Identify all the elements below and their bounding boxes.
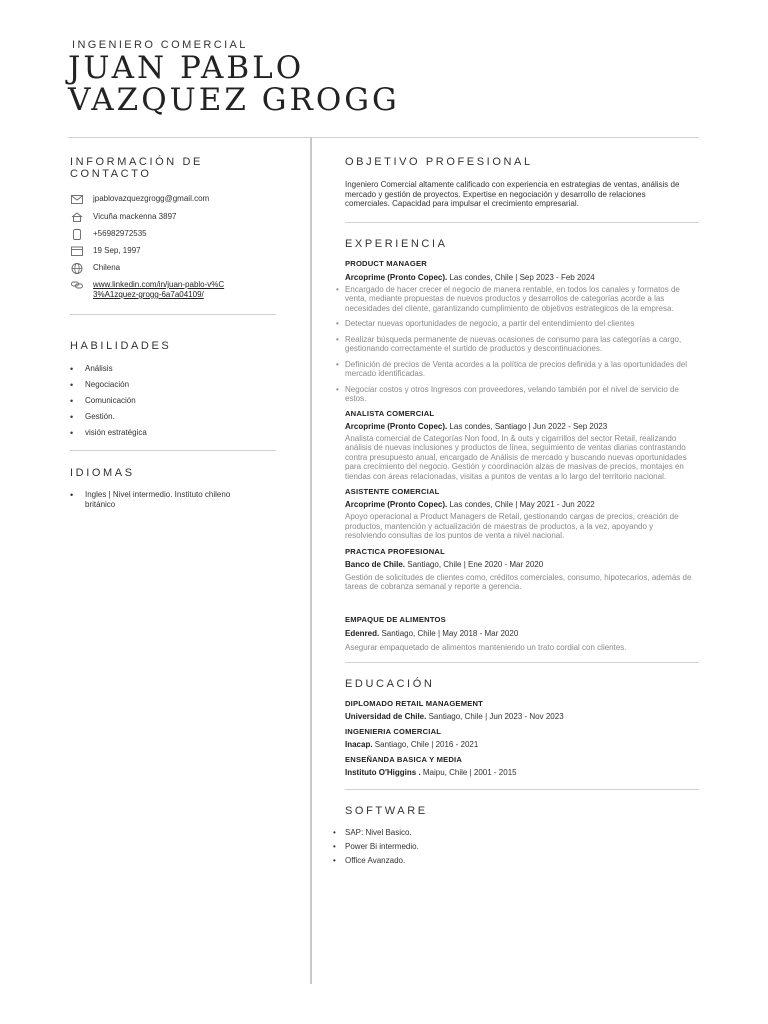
bullet-icon: • xyxy=(333,828,336,837)
job-entry xyxy=(345,547,699,592)
skills-heading: HABILIDADES xyxy=(70,340,172,352)
skills-divider xyxy=(70,450,276,451)
skill-item: • Negociación xyxy=(70,380,130,390)
job-company: Arcoprime (Pronto Copec). xyxy=(345,272,448,282)
skills-list xyxy=(70,364,278,438)
software-item: • Office Avanzado. xyxy=(333,856,406,865)
job-company: Banco de Chile. xyxy=(345,559,406,569)
education-details: Maipu, Chile | 2001 - 2015 xyxy=(420,768,517,777)
education-school: Instituto O'Higgins . xyxy=(345,768,421,777)
bullet-icon: • xyxy=(333,842,336,851)
bullet-icon: • xyxy=(70,490,74,500)
job-company-line xyxy=(345,560,699,569)
job-details: Las condes, Santiago | Jun 2022 - Sep 2023 xyxy=(447,421,608,431)
email-text[interactable]: jpablovazquezgrogg@gmail.com xyxy=(93,194,210,203)
job-details: Santiago, Chile | Ene 2020 - Mar 2020 xyxy=(405,559,544,569)
skill-item: • visión estratégica xyxy=(70,428,147,438)
home-icon xyxy=(70,212,84,222)
language-item: • Ingles | Nivel intermedio. Instituto chileno británico xyxy=(70,490,231,509)
job-company-line xyxy=(345,500,699,509)
bullet-icon: • xyxy=(336,334,339,344)
education-details: Santiago, Chile | Jun 2023 - Nov 2023 xyxy=(426,712,564,721)
education-school-line xyxy=(345,712,699,721)
job-bullet: • Definición de precios de Venta acordes a la política de precios definida y a las oportunidades del mercado identificadas. xyxy=(336,359,687,378)
job-description: Apoyo operacional a Product Managers de Retail, gestionando cargas de precios, creación de productos, mantención y actualización de maestras de productos, a la vez, apoyando y resolviendo consultas de los puntos de venta a nivel nacional. xyxy=(345,512,679,540)
name-line-2: VAZQUEZ GROGG xyxy=(68,82,400,118)
contact-birthdate xyxy=(70,246,278,256)
languages-heading: IDIOMAS xyxy=(70,467,135,479)
contact-email xyxy=(70,194,278,204)
job-details: Santiago, Chile | May 2018 - Mar 2020 xyxy=(379,628,519,638)
education-title: ENSEÑANDA BASICA Y MEDIA xyxy=(345,755,463,764)
bullet-icon: • xyxy=(336,384,339,394)
objective-text: Ingeniero Comercial altamente calificado con experiencia en estrategias de ventas, análisis de mercado y gestión de proyectos. Expertise en negociación y desarrollo de relaciones comerciales. Capacidad para impulsar el crecimiento empresarial. xyxy=(345,180,680,208)
job-description: Asegurar empaquetado de alimentos manteniendo un trato cordial con clientes. xyxy=(345,642,627,652)
education-title: DIPLOMADO RETAIL MANAGEMENT xyxy=(345,699,484,708)
full-name xyxy=(68,52,400,116)
job-entry xyxy=(345,409,699,482)
job-title: ANALISTA COMERCIAL xyxy=(345,408,435,418)
phone-icon xyxy=(70,229,84,239)
job-bullet: • Encargado de hacer crecer el negocio de manera rentable, en todos los canales y formatos de venta, mediante propuestas de nuevos productos y desarrollos de categorías acorde a las necesidades del cliente, garantizando cumplimiento de objetivos estrategicos de la empresa. xyxy=(336,284,680,313)
left-column xyxy=(70,156,278,510)
bullet-icon: • xyxy=(70,428,74,438)
education-divider xyxy=(345,789,699,790)
contact-list xyxy=(70,194,278,300)
name-line-1: JUAN PABLO xyxy=(68,50,305,86)
contact-linkedin xyxy=(70,280,278,300)
bullet-icon: • xyxy=(333,856,336,865)
education-school-line xyxy=(345,768,699,777)
software-item: • Power Bi intermedio. xyxy=(333,842,419,851)
envelope-icon xyxy=(70,194,84,204)
job-entry xyxy=(345,615,699,653)
education-entry xyxy=(345,755,699,777)
birthdate-text: 19 Sep, 1997 xyxy=(93,246,141,255)
job-entry xyxy=(345,487,699,541)
job-description: Analista comercial de Categorías Non food, In & outs y cigarrillos del sector Retail, realizando análisis de nuevas inclusiones y productos de línea, seguimiento de ventas diarias contrastando contra presupuesto anual, encargado de Análisis de mercado y buscando nuevas oportunidades para crecimiento del negocio. Gestión y coordinación alzas de masivas de precios, montajes en tiendas con áreas relacionadas, visitas a puntos de ventas a lo largo del territorio nacional. xyxy=(345,433,687,481)
education-school: Universidad de Chile. xyxy=(345,712,427,721)
bullet-icon: • xyxy=(336,359,339,369)
skill-item: • Gestión. xyxy=(70,412,115,422)
job-company-line xyxy=(345,422,699,431)
software-item: • SAP: Nivel Basico. xyxy=(333,828,412,837)
job-title: PRACTICA PROFESIONAL xyxy=(345,546,445,556)
job-details: Las condes, Chile | May 2021 - Jun 2022 xyxy=(447,500,595,509)
job-bullets xyxy=(336,284,695,404)
experience-divider xyxy=(345,662,699,663)
job-bullet: • Detectar nuevas oportunidades de negocio, a partir del entendimiento del clientes xyxy=(336,319,635,328)
education-heading: EDUCACIÓN xyxy=(345,678,435,690)
phone-text[interactable]: +56982972535 xyxy=(93,229,147,238)
bullet-icon: • xyxy=(336,284,339,294)
job-company: Arcoprime (Pronto Copec). xyxy=(345,421,448,431)
objective-divider xyxy=(345,222,699,223)
contact-divider xyxy=(70,314,276,315)
job-subtitle: INGENIERO COMERCIAL xyxy=(72,39,248,51)
job-title: PRODUCT MANAGER xyxy=(345,258,427,268)
contact-nationality xyxy=(70,263,278,273)
bullet-icon: • xyxy=(336,319,339,328)
column-divider xyxy=(310,137,312,984)
bullet-icon: • xyxy=(70,380,74,390)
link-icon xyxy=(70,280,84,290)
bullet-icon: • xyxy=(70,364,74,374)
experience-heading: EXPERIENCIA xyxy=(345,237,448,250)
skill-item: • Comunicación xyxy=(70,396,136,406)
job-title: EMPAQUE DE ALIMENTOS xyxy=(345,614,446,624)
calendar-icon xyxy=(70,246,84,256)
education-entry xyxy=(345,727,699,749)
education-details: Santiago, Chile | 2016 - 2021 xyxy=(372,740,479,749)
right-column xyxy=(333,156,699,866)
job-title: ASISTENTE COMERCIAL xyxy=(345,487,440,496)
job-description: Gestión de solicitudes de clientes como, créditos comerciales, consumo, hipotecarios, además de tareas de cobranza semanal y reporte a gerencia. xyxy=(345,572,692,591)
job-bullet: • Negociar costos y otros Ingresos con proveedores, velando también por el nivel de servicio de estos. xyxy=(336,384,679,403)
linkedin-link[interactable] xyxy=(93,280,224,300)
header-divider xyxy=(68,137,699,138)
linkedin-line-1: www.linkedin.com/in/juan-pablo-v%C xyxy=(93,280,225,289)
software-list xyxy=(333,828,699,866)
globe-icon xyxy=(70,263,84,273)
job-company-line xyxy=(345,273,699,282)
contact-phone xyxy=(70,229,278,239)
linkedin-line-2: 3%A1zquez-grogg-6a7a04109/ xyxy=(93,290,204,299)
job-details: Las condes, Chile | Sep 2023 - Feb 2024 xyxy=(447,272,595,282)
job-company-line xyxy=(345,629,699,638)
bullet-icon: • xyxy=(70,412,74,422)
bullet-icon: • xyxy=(70,396,74,406)
job-bullet: • Realizar búsqueda permanente de nuevas ocasiones de consumo para las categorías a cargo, gestionando correctamente el surtido de productos y descontinuaciones. xyxy=(336,334,682,353)
job-entry xyxy=(336,258,699,404)
job-company: Edenred. xyxy=(345,628,380,638)
education-school-line xyxy=(345,740,699,749)
address-text: Vicuña mackenna 3897 xyxy=(93,212,177,221)
objective-heading: OBJETIVO PROFESIONAL xyxy=(345,156,533,168)
languages-list xyxy=(70,490,278,510)
software-heading: SOFTWARE xyxy=(345,805,428,817)
education-school: Inacap. xyxy=(345,740,373,749)
contact-heading: INFORMACIÓN DE CONTACTO xyxy=(70,156,203,180)
skill-item: • Análisis xyxy=(70,364,113,374)
nationality-text: Chilena xyxy=(93,263,121,272)
education-title: INGENIERIA COMERCIAL xyxy=(345,727,442,736)
contact-address xyxy=(70,212,278,222)
job-company: Arcoprime (Pronto Copec). xyxy=(345,500,448,509)
education-entry xyxy=(345,699,699,721)
